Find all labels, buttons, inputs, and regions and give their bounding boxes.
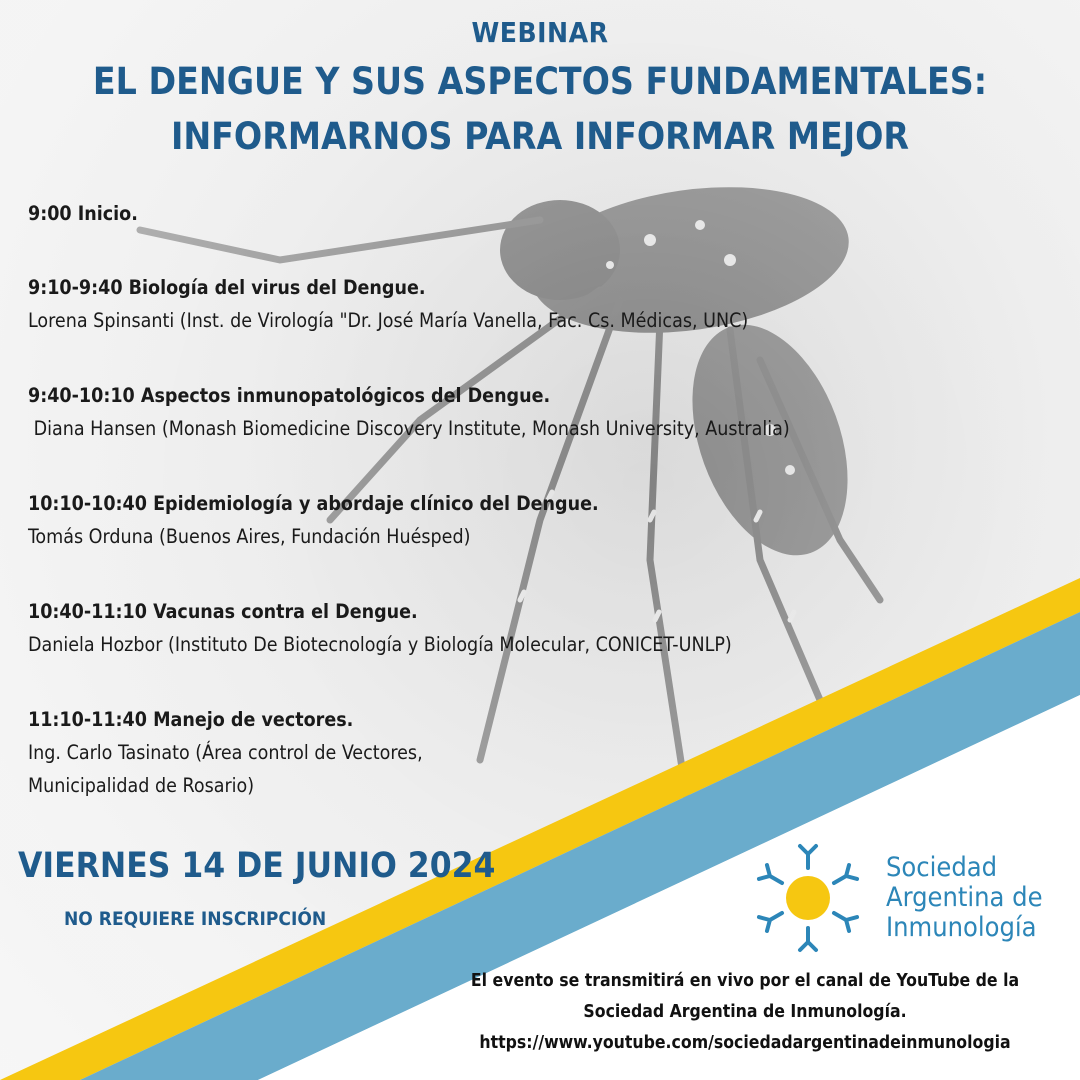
agenda-item [28,595,928,661]
broadcast-line-2: Sociedad Argentina de Inmunología. [583,1002,907,1022]
broadcast-note [400,966,1080,1059]
agenda-item [28,703,928,802]
youtube-link[interactable]: https://www.youtube.com/sociedadargentinadeinmunologia [479,1033,1011,1053]
agenda-speaker-line-2: Municipalidad de Rosario) [28,774,255,797]
agenda-item [28,487,928,553]
agenda-time-topic: 10:40-11:10 Vacunas contra el Dengue. [28,600,418,623]
agenda-time-topic: 11:10-11:40 Manejo de vectores. [28,708,354,731]
agenda-item [28,197,928,230]
title-line-2: INFORMARNOS PARA INFORMAR MEJOR [170,115,910,158]
agenda-time-topic: 9:00 Inicio. [28,202,138,225]
agenda-time-topic: 9:40-10:10 Aspectos inmunopatológicos del Dengue. [28,384,551,407]
agenda-item [28,379,928,445]
agenda-speaker: Tomás Orduna (Buenos Aires, Fundación Huésped) [28,525,471,548]
society-logo-text [886,853,1043,943]
agenda-item [28,271,928,337]
logo-line-1: Sociedad [886,852,998,883]
logo-line-3: Inmunología [886,912,1037,943]
agenda-speaker: Lorena Spinsanti (Inst. de Virología "Dr. José María Vanella, Fac. Cs. Médicas, UNC) [28,309,749,332]
title-line-1: EL DENGUE Y SUS ASPECTOS FUNDAMENTALES: [92,60,988,103]
agenda-time-topic: 9:10-9:40 Biología del virus del Dengue. [28,276,426,299]
logo-line-2: Argentina de [886,882,1043,913]
sun-antibody-icon [748,838,868,958]
registration-note: NO REQUIERE INSCRIPCIÓN [64,908,327,930]
agenda-speaker: Daniela Hozbor (Instituto De Biotecnología y Biología Molecular, CONICET-UNLP) [28,633,732,656]
agenda-list [28,197,928,844]
event-date: VIERNES 14 DE JUNIO 2024 [18,846,496,886]
agenda-speaker: Ing. Carlo Tasinato (Área control de Vectores, [28,741,423,764]
webinar-label: WEBINAR [471,16,609,49]
agenda-time-topic: 10:10-10:40 Epidemiología y abordaje clínico del Dengue. [28,492,599,515]
agenda-speaker: Diana Hansen (Monash Biomedicine Discovery Institute, Monash University, Australia) [28,417,790,440]
broadcast-line-1: El evento se transmitirá en vivo por el canal de YouTube de la [470,971,1020,991]
